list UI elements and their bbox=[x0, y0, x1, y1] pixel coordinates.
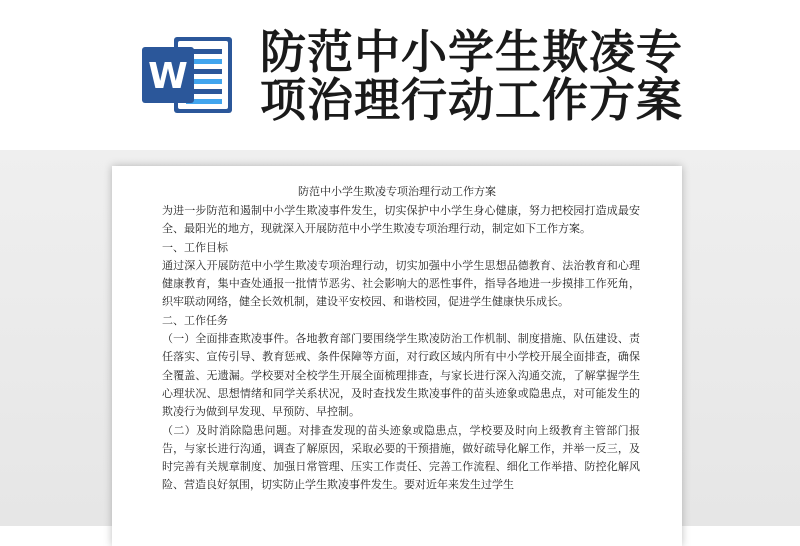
document-title: 防范中小学生欺凌专项治理行动工作方案 bbox=[298, 185, 496, 198]
banner-title-line-2: 项治理行动工作方案 bbox=[260, 73, 683, 127]
word-document-icon bbox=[140, 33, 236, 117]
paragraph-intro: 为进一步防范和遏制中小学生欺凌事件发生，切实保护中小学生身心健康，努力把校园打造成最安全、最阳光的地方，现就深入开展防范中小学生欺凌专项治理行动，制定如下工作方案。 bbox=[162, 204, 640, 236]
heading-tasks: 二、工作任务 bbox=[162, 313, 228, 327]
document-body bbox=[162, 202, 640, 495]
banner-title-line-1: 防范中小学生欺凌专 bbox=[260, 25, 683, 79]
document-page bbox=[112, 166, 682, 546]
paragraph-task-2: （二）及时消除隐患问题。对排查发现的苗头迹象或隐患点，学校要及时向上级教育主管部门报告，与家长进行沟通，调查了解原因，采取必要的干预措施，做好疏导化解工作，并举一反三，及时完善有关规章制度、加强日常管理、压实工作责任、完善工作流程、细化工作举措、防控化解风险、营造良好氛围，切实防止学生欺凌事件发生。要对近年来发生过学生 bbox=[162, 423, 640, 492]
banner bbox=[0, 0, 800, 150]
paragraph-task-1: （一）全面排查欺凌事件。各地教育部门要围绕学生欺凌防治工作机制、制度措施、队伍建设、责任落实、宣传引导、教育惩戒、条件保障等方面，对行政区域内所有中小学校开展全面排查，确保全覆盖、无遗漏。学校要对全校学生开展全面梳理排查，与家长进行深入沟通交流，了解掌握学生心理状况、思想情绪和同学关系状况，及时查找发生欺凌事件的苗头迹象或隐患点，对可能发生的欺凌行为做到早发现、早预防、早控制。 bbox=[162, 332, 640, 419]
banner-title bbox=[260, 25, 780, 127]
heading-goals: 一、工作目标 bbox=[162, 240, 228, 254]
word-logo-letter: W bbox=[148, 56, 188, 97]
paragraph-goals: 通过深入开展防范中小学生欺凌专项治理行动，切实加强中小学生思想品德教育、法治教育和心理健康教育，集中查处通报一批情节恶劣、社会影响大的恶性事件，指导各地进一步摸排工作死角，织牢联动网络，健全长效机制，建设平安校园、和谐校园，促进学生健康快乐成长。 bbox=[162, 258, 640, 309]
